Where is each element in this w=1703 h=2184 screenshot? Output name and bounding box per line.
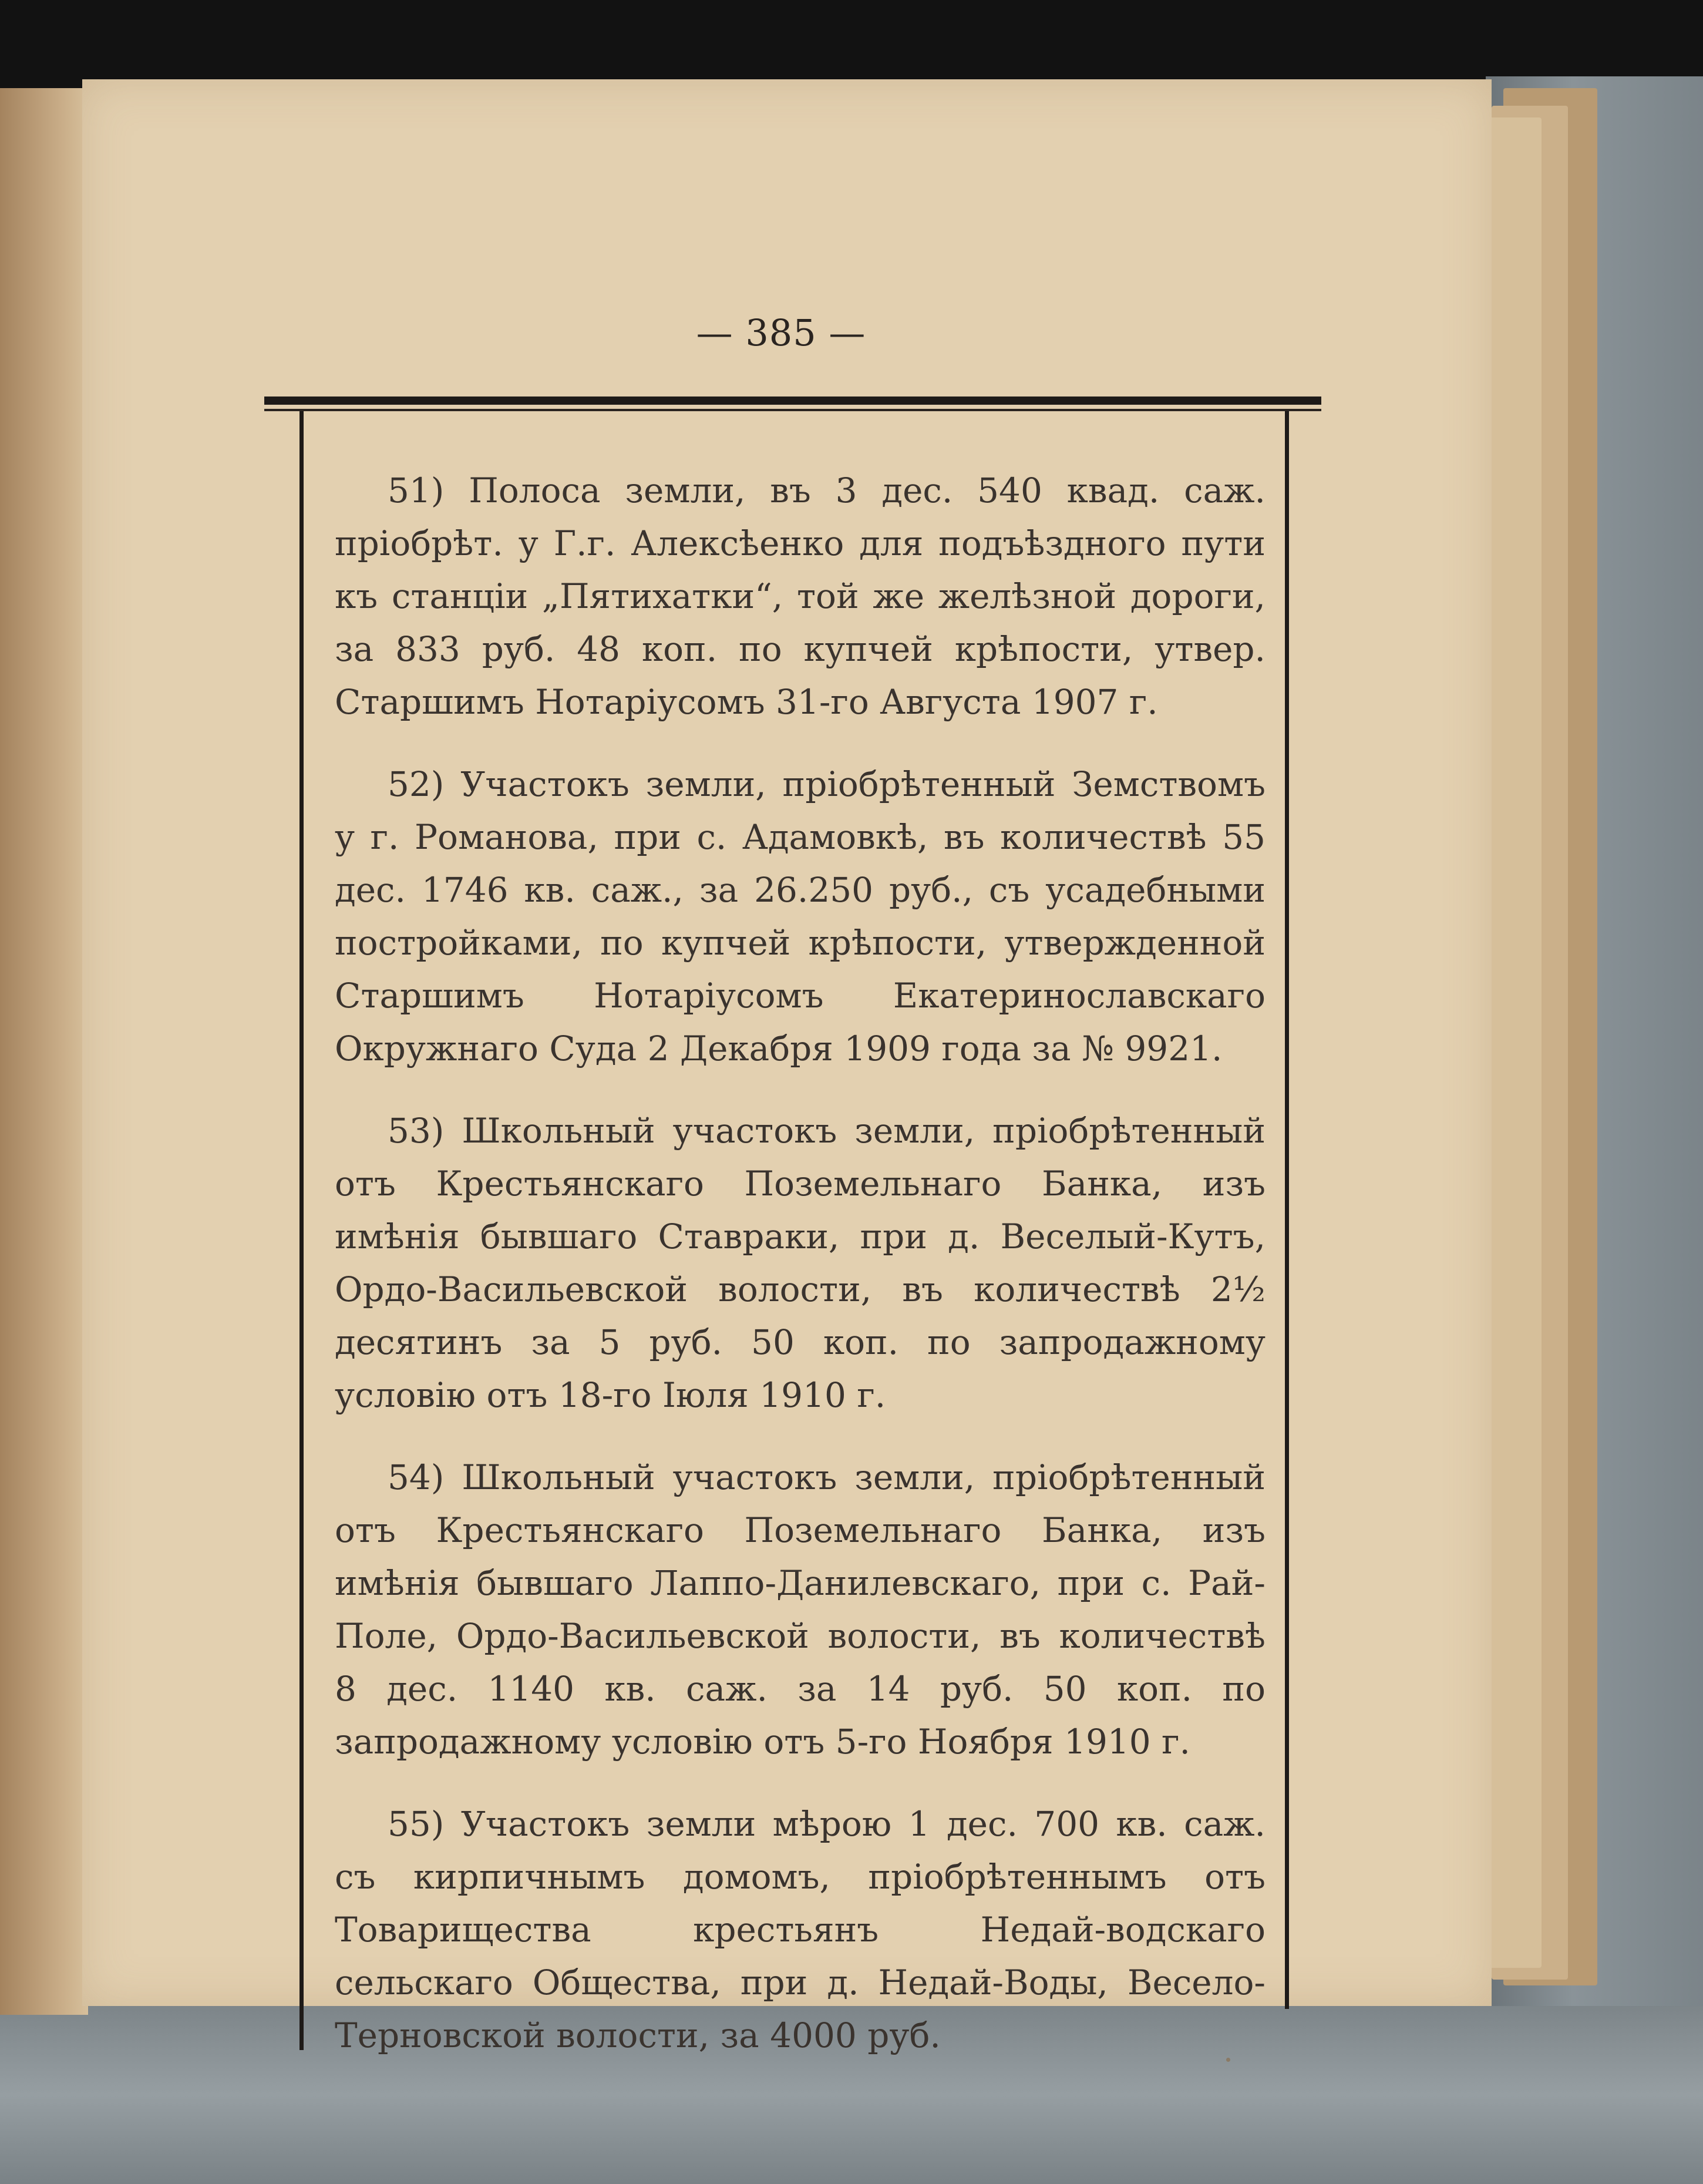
entry-53: 53) Школьный участокъ земли, пріобрѣтенный отъ Крестьянскаго Поземельнаго Банка, изъ имѣнія бывшаго Ставраки, при д. Веселый-Кутъ, Ордо-Васильевской волости, въ количествѣ 2½ десятинъ за 5 руб. 50 коп. по запродажному условію отъ 18-го Іюля 1910 г. <box>335 1111 1266 1415</box>
entry-54: 54) Школьный участокъ земли, пріобрѣтенный отъ Крестьянскаго Поземельнаго Банка, изъ имѣнія бывшаго Лаппо-Данилевскаго, при с. Рай-Поле, Ордо-Васильевской волости, въ количествѣ 8 дес. 1140 кв. саж. за 14 руб. 50 коп. по запродажному условію отъ 5-го Ноября 1910 г. <box>335 1457 1266 1762</box>
entry-52: 52) Участокъ земли, пріобрѣтенный Земствомъ у г. Романова, при с. Адамовкѣ, въ количествѣ 55 дес. 1746 кв. саж., за 26.250 руб., съ усадебными постройками, по купчей крѣпости, утвержденной Старшимъ Нотаріусомъ Екатеринославскаго Окружнаго Суда 2 Декабря 1909 года за № 9921. <box>335 764 1266 1069</box>
page-number: — 385 — <box>696 311 866 354</box>
header-rule-thick <box>264 397 1321 405</box>
document-page <box>82 79 1492 2055</box>
header-rule-thin <box>264 409 1321 411</box>
right-frame-line <box>1285 411 1289 2009</box>
entry-55: 55) Участокъ земли мѣрою 1 дес. 700 кв. саж. съ кирпичнымъ домомъ, пріобрѣтеннымъ отъ Товарищества крестьянъ Недай-водскаго сельскаго Общества, при д. Недай-Воды, Весело-Терновской волости, за 4000 руб. <box>335 1804 1266 2055</box>
body-text <box>335 464 1266 2091</box>
entry-51: 51) Полоса земли, въ 3 дес. 540 квад. саж. пріобрѣт. у Г.г. Алексѣенко для подъѣздного пути къ станціи „Пятихатки“, той же желѣзной дороги, за 833 руб. 48 коп. по купчей крѣпости, утвер. Старшимъ Нотаріусомъ 31-го Августа 1907 г. <box>335 471 1266 722</box>
facing-page-edge <box>0 88 88 2015</box>
paper-speck <box>1226 2058 1230 2062</box>
left-frame-line <box>299 411 304 2050</box>
